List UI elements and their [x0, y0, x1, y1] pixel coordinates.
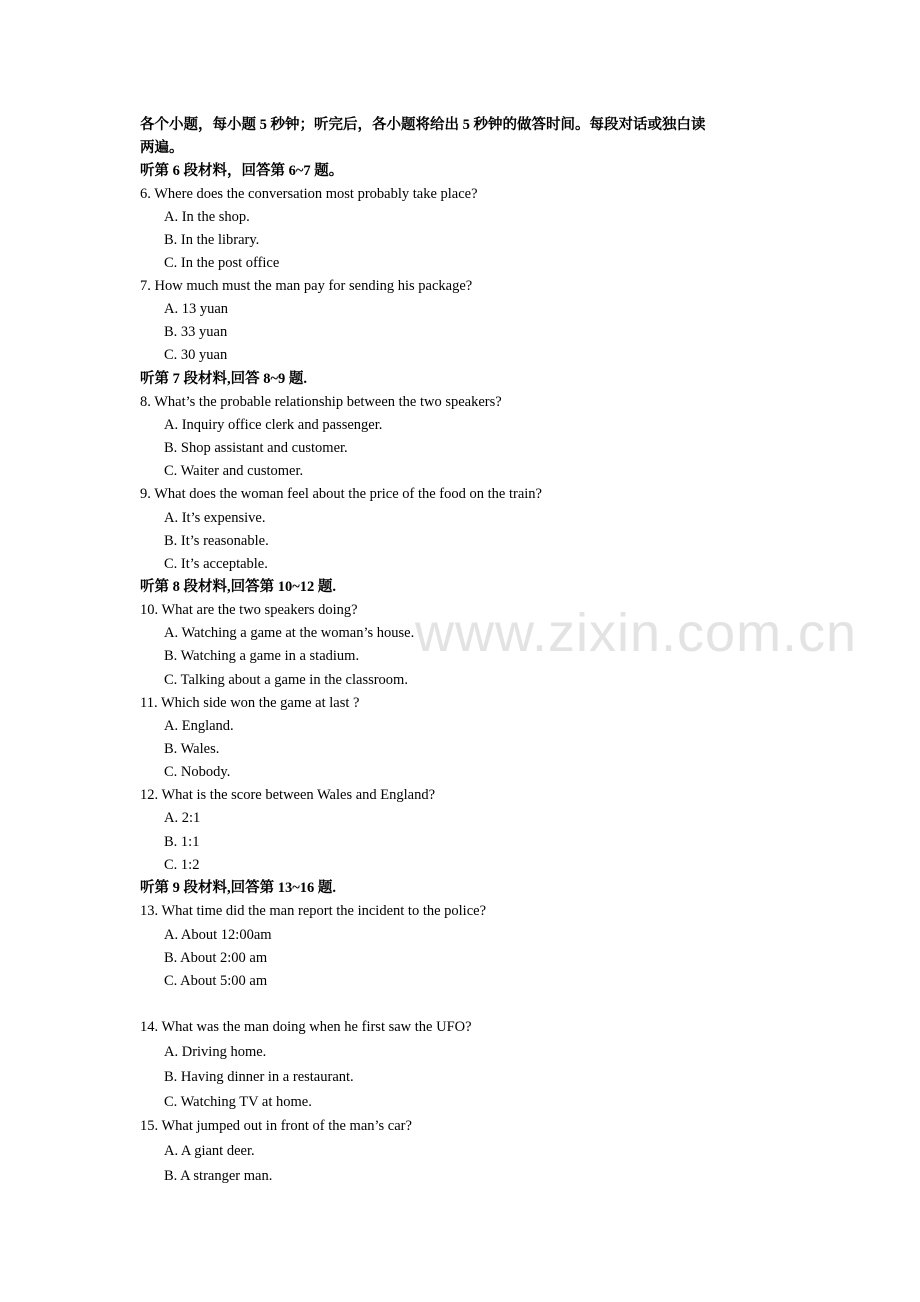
option: A. 2:1 [164, 810, 201, 826]
question: 7. How much must the man pay for sending his package? [140, 278, 473, 294]
option: B. Having dinner in a restaurant. [164, 1069, 354, 1085]
option: B. A stranger man. [164, 1168, 273, 1184]
option: B. It’s reasonable. [164, 533, 269, 549]
section-heading: 听第 7 段材料,回答 8~9 题. [140, 371, 308, 387]
option: C. 1:2 [164, 857, 200, 873]
option: C. Watching TV at home. [164, 1094, 312, 1110]
option: C. About 5:00 am [164, 973, 268, 989]
question: 8. What’s the probable relationship between the two speakers? [140, 394, 502, 410]
option: A. Driving home. [164, 1044, 267, 1060]
option: B. Shop assistant and customer. [164, 440, 348, 456]
option: B. 1:1 [164, 834, 200, 850]
option: A. About 12:00am [164, 927, 272, 943]
option: A. 13 yuan [164, 301, 229, 317]
section-heading: 听第 9 段材料,回答第 13~16 题. [140, 880, 337, 896]
question: 9. What does the woman feel about the price of the food on the train? [140, 486, 542, 502]
question: 6. Where does the conversation most probably take place? [140, 186, 478, 202]
option: A. A giant deer. [164, 1143, 255, 1159]
section-heading: 听第 8 段材料,回答第 10~12 题. [140, 579, 337, 595]
option: C. In the post office [164, 255, 280, 271]
question: 14. What was the man doing when he first saw the UFO? [140, 1019, 472, 1035]
question: 10. What are the two speakers doing? [140, 602, 358, 618]
option: C. Talking about a game in the classroom. [164, 672, 408, 688]
option: B. 33 yuan [164, 324, 228, 340]
watermark: www.zixin.com.cn [415, 603, 858, 663]
intro-line-1: 各个小题，每小题 5 秒钟；听完后，各小题将给出 5 秒钟的做答时间。每段对话或独白读 [140, 117, 706, 133]
question: 13. What time did the man report the incident to the police? [140, 903, 487, 919]
option: C. It’s acceptable. [164, 556, 268, 572]
option: B. In the library. [164, 232, 260, 248]
option: B. Watching a game in a stadium. [164, 648, 360, 664]
option: C. Waiter and customer. [164, 463, 304, 479]
section-heading: 听第 6 段材料，回答第 6~7 题。 [140, 163, 344, 179]
option: A. It’s expensive. [164, 510, 266, 526]
option: A. Watching a game at the woman’s house. [164, 625, 415, 641]
question: 11. Which side won the game at last ? [140, 695, 360, 711]
option: A. England. [164, 718, 234, 734]
option: B. About 2:00 am [164, 950, 268, 966]
option: A. Inquiry office clerk and passenger. [164, 417, 383, 433]
intro-line-2: 两遍。 [140, 140, 184, 156]
option: A. In the shop. [164, 209, 250, 225]
option: C. Nobody. [164, 764, 231, 780]
option: C. 30 yuan [164, 347, 228, 363]
option: B. Wales. [164, 741, 220, 757]
question: 12. What is the score between Wales and England? [140, 787, 436, 803]
question: 15. What jumped out in front of the man’s car? [140, 1118, 412, 1134]
